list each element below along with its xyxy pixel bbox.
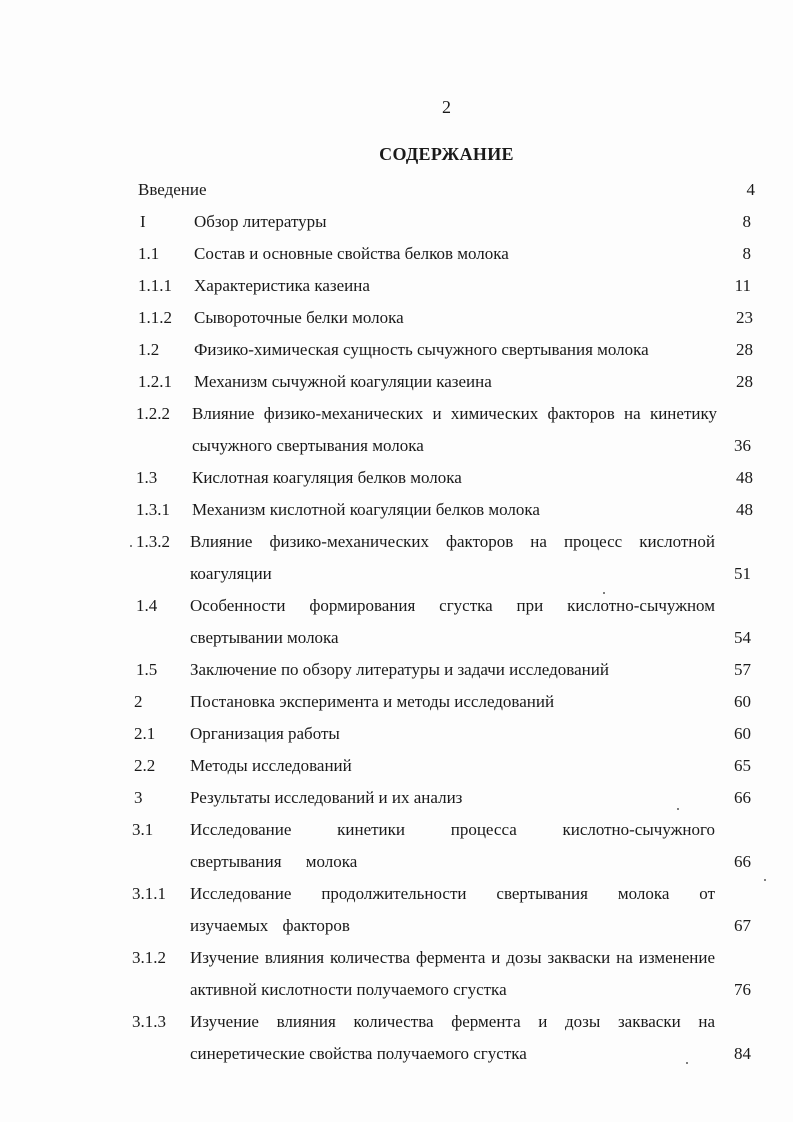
toc-entry (132, 526, 757, 590)
toc-entry (132, 878, 757, 942)
toc-entry-number: 2.1 (134, 724, 156, 743)
toc-entry-title: Особенности формирования сгустка при кислотно-сычужном свертывании молока (190, 596, 715, 647)
toc-entry (132, 590, 757, 654)
toc-entry-number: 1.1 (138, 244, 160, 263)
toc-entry-number: 1.2.1 (138, 372, 172, 391)
toc-entry-number: 3.1.2 (132, 948, 166, 967)
toc-entry-page: 84 (734, 1044, 751, 1063)
toc-entry-number: 1.1.1 (138, 276, 172, 295)
toc-entry-number: 1.1.2 (138, 308, 172, 327)
toc-entry-title: Методы исследований (190, 756, 352, 775)
toc-entry-page: 48 (736, 500, 753, 519)
toc-entry-number: 1.2.2 (136, 404, 170, 423)
toc-entry-number: 1.4 (136, 596, 158, 615)
toc-entry-title: Состав и основные свойства белков молока (194, 244, 509, 263)
toc-entry-title: Механизм сычужной коагуляции казеина (194, 372, 492, 391)
toc-entry-title: Влияние физико-механических факторов на процесс кислотной коагуляции (190, 532, 715, 583)
toc-entry-page: 66 (734, 788, 751, 807)
toc-entry-page: 28 (736, 372, 753, 391)
toc-entry (132, 1006, 757, 1070)
toc-entry-number: 3 (134, 788, 143, 807)
toc-entry-number: 3.1 (132, 820, 154, 839)
toc-entry-title: Кислотная коагуляция белков молока (192, 468, 462, 487)
toc-entry (132, 398, 757, 462)
toc-entry-title: Характеристика казеина (194, 276, 370, 295)
toc-entry (132, 942, 757, 1006)
toc-entry-page: 65 (734, 756, 751, 775)
toc-entry-title: Изучение влияния количества фермента и дозы закваски на синеретические свойства получаемого сгустка (190, 1012, 715, 1063)
page-number: 2 (442, 97, 451, 117)
toc-entry-title: Организация работы (190, 724, 340, 743)
toc-entry-title: Исследование кинетики процесса кислотно-сычужного свертывания молока (190, 820, 715, 871)
toc-entry-number: 2 (134, 692, 143, 711)
page-title: СОДЕРЖАНИЕ (379, 144, 514, 164)
scan-speck (603, 592, 605, 594)
toc-entry-number: 2.2 (134, 756, 156, 775)
toc-entry-page: 57 (734, 660, 751, 679)
toc-entry-title: Изучение влияния количества фермента и дозы закваски на изменение активной кислотности получаемого сгустка (190, 948, 715, 999)
toc-entry-number: 1.3.1 (136, 500, 170, 519)
toc-entry-number: 3.1.1 (132, 884, 166, 903)
toc-entry-page: 36 (734, 436, 751, 455)
toc-entry-title: Механизм кислотной коагуляции белков молока (192, 500, 540, 519)
toc-entry-page: 11 (734, 276, 751, 295)
scan-speck (130, 545, 132, 547)
toc-entry-page: 8 (742, 212, 751, 231)
toc-entry-title: Физико-химическая сущность сычужного свертывания молока (194, 340, 649, 359)
toc-entry-page: 76 (734, 980, 751, 999)
toc-entry-page: 51 (734, 564, 751, 583)
scan-speck (677, 808, 679, 810)
toc-entry-title: Заключение по обзору литературы и задачи исследований (190, 660, 609, 679)
toc-entry-title: Влияние физико-механических и химических факторов на кинетику сычужного свертывания молока (192, 404, 717, 455)
toc-entry-page: 60 (734, 724, 751, 743)
toc-entry-title: Результаты исследований и их анализ (190, 788, 463, 807)
toc-entry-page: 48 (736, 468, 753, 487)
toc-entry-number: 1.3 (136, 468, 158, 487)
toc-entry-number: 1.2 (138, 340, 160, 359)
toc-entry-title: Обзор литературы (194, 212, 327, 231)
toc-entry-page: 54 (734, 628, 751, 647)
toc-entry-title: Сывороточные белки молока (194, 308, 404, 327)
toc-entry-title: Введение (138, 180, 207, 199)
toc-entry-number: 1.3.2 (136, 532, 170, 551)
scan-speck (686, 1062, 688, 1064)
toc-entry-title: Постановка эксперимента и методы исследований (190, 692, 555, 711)
toc-entry (132, 814, 757, 878)
scan-speck (764, 879, 766, 881)
toc-entry-page: 67 (734, 916, 751, 935)
toc-entry-page: 60 (734, 692, 751, 711)
toc-entry-page: 8 (742, 244, 751, 263)
toc-entry-number: I (140, 212, 146, 231)
toc-entry-page: 28 (736, 340, 753, 359)
toc-entry-page: 23 (736, 308, 753, 327)
toc-entry-number: 3.1.3 (132, 1012, 166, 1031)
toc-entry-page: 4 (746, 180, 755, 199)
toc-entry-number: 1.5 (136, 660, 158, 679)
toc-entry-title: Исследование продолжительности свертывания молока от изучаемых факторов (190, 884, 715, 935)
toc-entry-page: 66 (734, 852, 751, 871)
